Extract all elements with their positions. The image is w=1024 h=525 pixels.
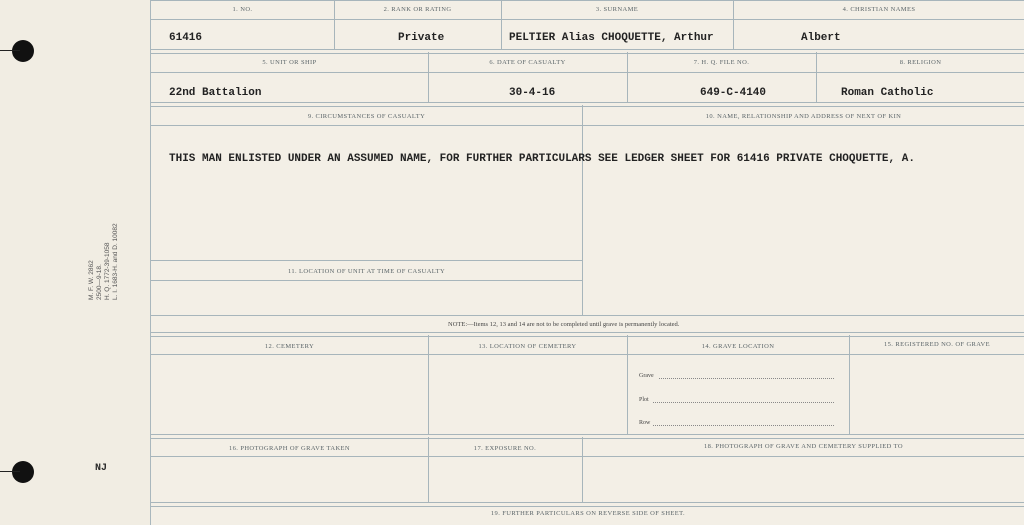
rule (151, 260, 582, 261)
rule (151, 280, 582, 281)
clerk-initials: NJ (95, 463, 108, 474)
label-circumstances: 9. CIRCUMSTANCES OF CASUALTY (307, 113, 426, 120)
rule (151, 49, 1024, 54)
rule (151, 354, 1024, 355)
rule (151, 0, 1024, 1)
grave-field-label: Grave (639, 373, 654, 379)
label-date-of-casualty: 6. DATE OF CASUALTY (489, 59, 566, 66)
label-unit: 5. UNIT OR SHIP (262, 59, 317, 66)
rule (151, 332, 1024, 337)
label-file-no: 7. H. Q. FILE NO. (693, 59, 750, 66)
punch-hole-line-bottom (0, 471, 20, 472)
rule (151, 19, 1024, 20)
form-reference-line: L. I. 1683-H. and D. 10082 (112, 223, 119, 300)
footer-text: 19. FURTHER PARTICULARS ON REVERSE SIDE OF SHEET. (490, 510, 686, 517)
label-surname: 3. SURNAME (595, 6, 639, 13)
row-field-label: Row (639, 420, 651, 426)
label-photograph-supplied: 18. PHOTOGRAPH OF GRAVE AND CEMETERY SUPPLIED TO (703, 443, 904, 450)
label-next-of-kin: 10. NAME, RELATIONSHIP AND ADDRESS OF NEXT OF KIN (705, 113, 902, 120)
form-grid (150, 0, 1024, 525)
rule (849, 335, 850, 435)
plot-field-label: Plot (639, 397, 649, 403)
value-circumstances: THIS MAN ENLISTED UNDER AN ASSUMED NAME, FOR FURTHER PARTICULARS SEE LEDGER SHEET FOR 61416 PRIVATE CHOQUETTE, A. (169, 153, 915, 165)
rule (151, 72, 1024, 73)
value-date-of-casualty: 30-4-16 (509, 87, 556, 99)
label-cemetery: 12. CEMETERY (264, 343, 315, 350)
form-reference-line: M. F. W. 2862 (88, 260, 95, 300)
value-christian-names: Albert (801, 32, 841, 44)
punch-hole-top (12, 40, 34, 62)
label-location-of-unit: 11. LOCATION OF UNIT AT TIME OF CASUALTY (287, 268, 446, 275)
plot-field-line (653, 402, 834, 403)
label-number: 1. NO. (232, 6, 253, 13)
label-christian-names: 4. CHRISTIAN NAMES (842, 6, 916, 13)
label-photograph-taken: 16. PHOTOGRAPH OF GRAVE TAKEN (228, 445, 351, 452)
rule (151, 502, 1024, 507)
punch-hole-bottom (12, 461, 34, 483)
label-grave-location: 14. GRAVE LOCATION (701, 343, 775, 350)
label-exposure-no: 17. EXPOSURE NO. (473, 445, 537, 452)
rule (151, 102, 1024, 107)
note-text: NOTE:—Items 12, 13 and 14 are not to be completed until grave is permanently located. (448, 321, 680, 328)
value-number: 61416 (169, 32, 203, 44)
rule (151, 315, 1024, 316)
grave-field-line (659, 378, 834, 379)
rule (151, 456, 1024, 457)
row-field-line (653, 425, 834, 426)
label-rank: 2. RANK OR RATING (383, 6, 452, 13)
rule (582, 105, 583, 316)
label-religion: 8. RELIGION (899, 59, 942, 66)
rule (627, 335, 628, 435)
rule (151, 434, 1024, 439)
value-religion: Roman Catholic (841, 87, 934, 99)
punch-hole-line-top (0, 50, 20, 51)
left-margin (0, 0, 150, 525)
value-surname: PELTIER Alias CHOQUETTE, Arthur (509, 32, 714, 44)
label-registered-no: 15. REGISTERED NO. OF GRAVE (883, 341, 991, 348)
value-unit: 22nd Battalion (169, 87, 262, 99)
form-reference-line: 2500—9-18. (96, 264, 103, 300)
value-rank: Private (398, 32, 445, 44)
label-location-of-cemetery: 13. LOCATION OF CEMETERY (478, 343, 577, 350)
rule (428, 335, 429, 435)
form-reference-line: H. Q. 1772-39-1058 (104, 242, 111, 300)
value-file-no: 649-C-4140 (700, 87, 767, 99)
form-reference-note (88, 223, 120, 300)
rule (151, 125, 1024, 126)
